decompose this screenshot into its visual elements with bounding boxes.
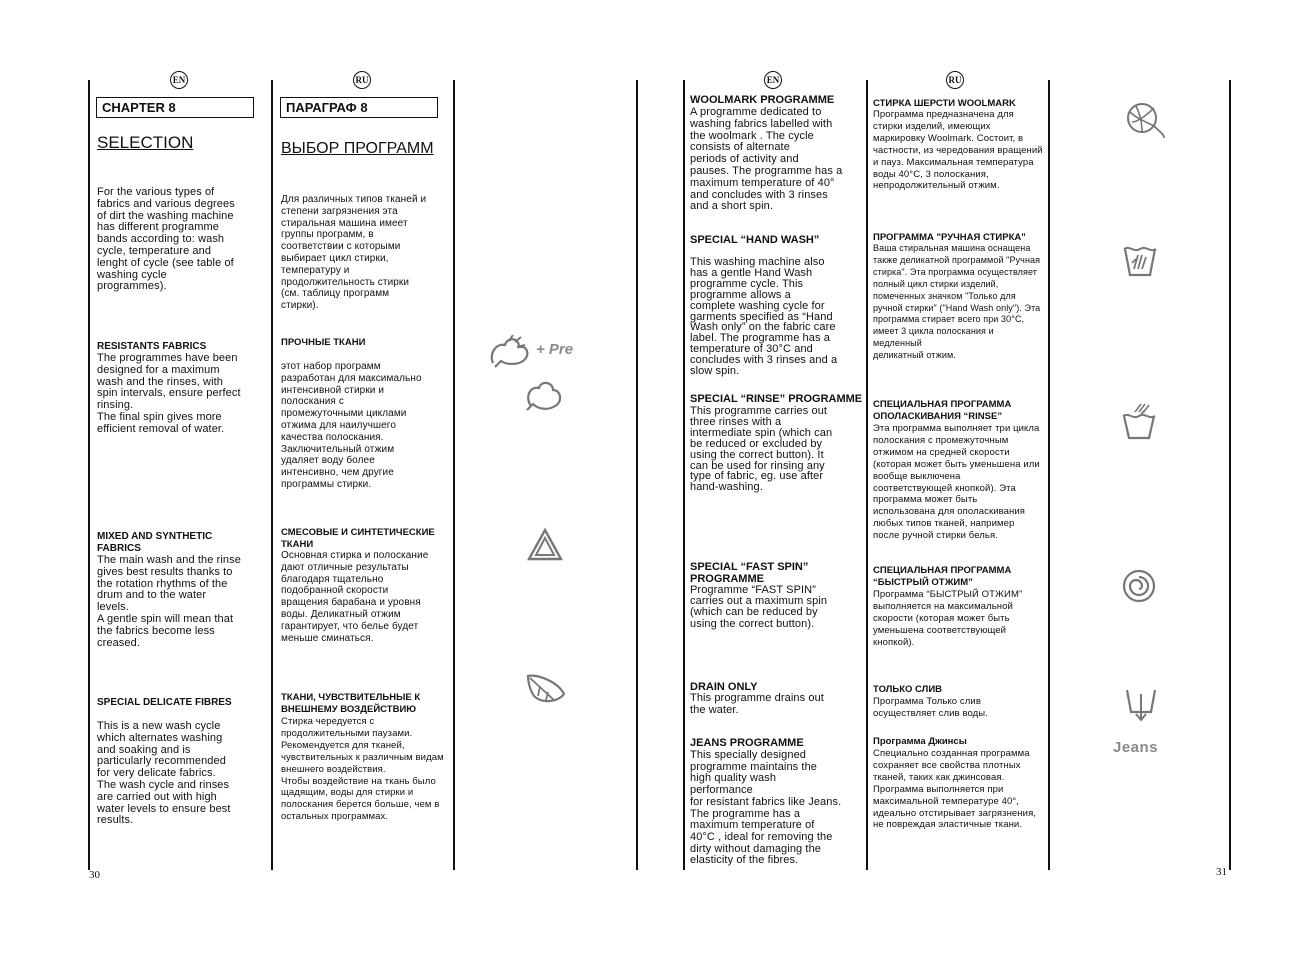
woolmark-text-ru: Программа предназначена для стирки изделий, имеющих маркировку Woolmark. Состоит, в частности, из чередования вращений и пауз. Максимальная температура воды 40°С, 3 полоскания, непродолжительный отжим.	[873, 109, 1043, 192]
fastspin-text: Programme “FAST SPIN” carries out a maximum spin (which can be reduced by using the correct button).	[690, 584, 828, 630]
drain-text: This programme drains out the water.	[690, 692, 824, 716]
spin-icon	[1121, 568, 1157, 604]
ru-language-badge: RU	[353, 71, 371, 89]
drain-text-ru: Программа Только слив осуществляет слив воды.	[873, 696, 988, 719]
column-divider	[271, 80, 273, 870]
cotton-flower-icon	[487, 333, 535, 369]
section-title: SELECTION	[97, 133, 194, 152]
page-number: 30	[89, 869, 100, 881]
cotton-icon	[523, 378, 563, 412]
handwash-text: This washing machine also has a gentle Hand Wash programme cycle. This programme allows a complete washing cycle for garments specified as “Hand Wash only” on the fabric care label. The programme has a temperature of 30°C and concludes with 3 rinses and a slow spin.	[690, 256, 838, 378]
mixed-heading: MIXED AND SYNTHETIC FABRICS	[97, 531, 213, 554]
mixed-text-ru: Основная стирка и полоскание дают отличные результаты благодаря тщательно подобранной скорости вращения барабана и уровня воды. Деликатный отжим гарантирует, что белье будет меньше сминаться.	[281, 550, 429, 644]
en-language-badge: EN	[170, 71, 188, 89]
rinse-heading-ru: СПЕЦИАЛЬНАЯ ПРОГРАММА ОПОЛАСКИВАНИЯ “RINSE”	[873, 399, 1012, 422]
section-title-ru: ВЫБОР ПРОГРАММ	[281, 140, 434, 157]
handwash-heading-ru: ПРОГРАММА "РУЧНАЯ СТИРКА"	[873, 232, 1026, 243]
delicate-heading: SPECIAL DELICATE FIBRES	[97, 697, 232, 708]
ru-language-badge: RU	[946, 71, 964, 89]
page-number: 31	[1216, 866, 1227, 878]
en-language-badge: EN	[764, 71, 782, 89]
chapter-box-ru: ПАРАГРАФ 8	[280, 97, 438, 118]
intro-text: For the various types of fabrics and various degrees of dirt the washing machine has different programme bands according to: wash cycle, temperature and lenght of cycle (see table of washing cycle programmes).	[97, 186, 235, 293]
fastspin-text-ru: Программа “БЫСТРЫЙ ОТЖИМ” выполняется на максимальной скорости (которая может быть уменьшена соответствующей кнопкой).	[873, 589, 1023, 648]
delicate-heading-ru: ТКАНИ, ЧУВСТВИТЕЛЬНЫЕ К ВНЕШНЕМУ ВОЗДЕЙСТВИЮ	[281, 692, 421, 715]
resistants-text: The programmes have been designed for a maximum wash and the rinses, with spin intervals, ensure perfect rinsing. The final spin gives more efficient removal of water.	[97, 352, 241, 435]
rinse-heading: SPECIAL “RINSE” PROGRAMME	[690, 393, 863, 405]
woolmark-heading-ru: СТИРКА ШЕРСТИ WOOLMARK	[873, 98, 1016, 109]
fastspin-heading-ru: СПЕЦИАЛЬНАЯ ПРОГРАММА “БЫСТРЫЙ ОТЖИМ”	[873, 565, 1012, 588]
resistants-heading-ru: ПРОЧНЫЕ ТКАНИ	[281, 337, 366, 348]
chapter-box: CHAPTER 8	[96, 97, 254, 118]
wool-yarn-icon	[1120, 96, 1166, 140]
rinse-text-ru: Эта программа выполняет три цикла полоскания с промежуточным отжимом на средней скорости (которая может быть уменьшена или вообще выключена соответствующей кнопкой). Эта программа может быть использована для ополаскивания любых типов тканей, например после ручной стирки белья.	[873, 423, 1040, 542]
column-divider	[636, 80, 638, 870]
drain-heading: DRAIN ONLY	[690, 681, 758, 693]
delicate-text: This is a new wash cycle which alternates washing and soaking and is particularly recommended for very delicate fabrics. The wash cycle and rinses are carried out with high water levels to ensure best results.	[97, 720, 231, 827]
hand-wash-icon	[1122, 241, 1158, 279]
jeans-text: This specially designed programme maintains the high quality wash performance for resistant fabrics like Jeans. The programme has a maximum temperature of 40°C , ideal for removing the dirty without damaging the elasticity of the fibres.	[690, 749, 842, 867]
fastspin-heading: SPECIAL “FAST SPIN” PROGRAMME	[690, 561, 809, 585]
synthetic-triangle-icon	[526, 527, 564, 563]
handwash-heading: SPECIAL “HAND WASH”	[690, 234, 820, 246]
delicate-text-ru: Стирка чередуется с продолжительными паузами. Рекомендуется для тканей, чувствительных к различным видам внешнего воздействия. Чтобы воздействие на ткань было щадящим, воды для стирки и полоскания берется больше, чем в остальных программах.	[281, 716, 444, 823]
woolmark-text: A programme dedicated to washing fabrics labelled with the woolmark . The cycle consists of alternate periods of activity and pauses. The programme has a maximum temperature of 40° and concludes with 3 rinses and a short spin.	[690, 106, 843, 213]
rinse-text: This programme carries out three rinses with a intermediate spin (which can be reduced or excluded by using the correct button). It can be used for rinsing any type of fabric, eg. use after hand-washing.	[690, 405, 833, 494]
jeans-label: Jeans	[1113, 739, 1159, 756]
column-divider	[1229, 80, 1231, 870]
resistants-heading: RESISTANTS FABRICS	[97, 341, 207, 352]
column-divider	[88, 80, 90, 870]
jeans-heading-ru: Программа Джинсы	[873, 736, 967, 747]
column-divider	[866, 80, 868, 870]
intro-text-ru: Для различных типов тканей и степени загрязнения эта стиральная машина имеет группы программ, в соответствии с которыми выбирает цикл стирки, температуру и продолжительность стирки (см. таблицу программ стирки).	[281, 194, 427, 312]
column-divider	[1048, 80, 1050, 870]
rinse-icon	[1121, 402, 1157, 440]
column-divider	[683, 80, 685, 870]
prewash-label: + Pre	[536, 341, 574, 358]
drain-heading-ru: ТОЛЬКО СЛИВ	[873, 684, 943, 695]
woolmark-heading: WOOLMARK PROGRAMME	[690, 94, 835, 106]
delicate-feather-icon	[524, 672, 570, 708]
resistants-text-ru: этот набор программ разработан для максимально интенсивной стирки и полоскания с промежуточными циклами отжима для наилучшего качества полоскания. Заключительный отжим удаляет воду более интенсивно, чем другие программы стирки.	[281, 361, 422, 490]
drain-icon	[1124, 686, 1158, 722]
handwash-text-ru: Ваша стиральная машина оснащена также деликатной программой "Ручная стирка". Эта программа осуществляет полный цикл стирки изделий, помеченных значком "Только для ручной стирки" ("Hand Wash only"). Эта программа стирает всего при 30°С, имеет 3 цикла полоскания и медленный деликатный отжим.	[873, 243, 1041, 361]
jeans-text-ru: Специально созданная программа сохраняет все свойства плотных тканей, таких как джинсовая. Программа выполняется при максимальной температуре 40°, идеально отстирывает загрязнения, не повреждая эластичные ткани.	[873, 748, 1037, 831]
column-divider	[453, 80, 455, 870]
mixed-text: The main wash and the rinse gives best results thanks to the rotation rhythms of the drum and to the water levels. A gentle spin will mean that the fabrics become less creased.	[97, 554, 241, 649]
mixed-heading-ru: СМЕСОВЫЕ И СИНТЕТИЧЕСКИЕ ТКАНИ	[281, 527, 435, 550]
jeans-heading: JEANS PROGRAMME	[690, 737, 804, 749]
